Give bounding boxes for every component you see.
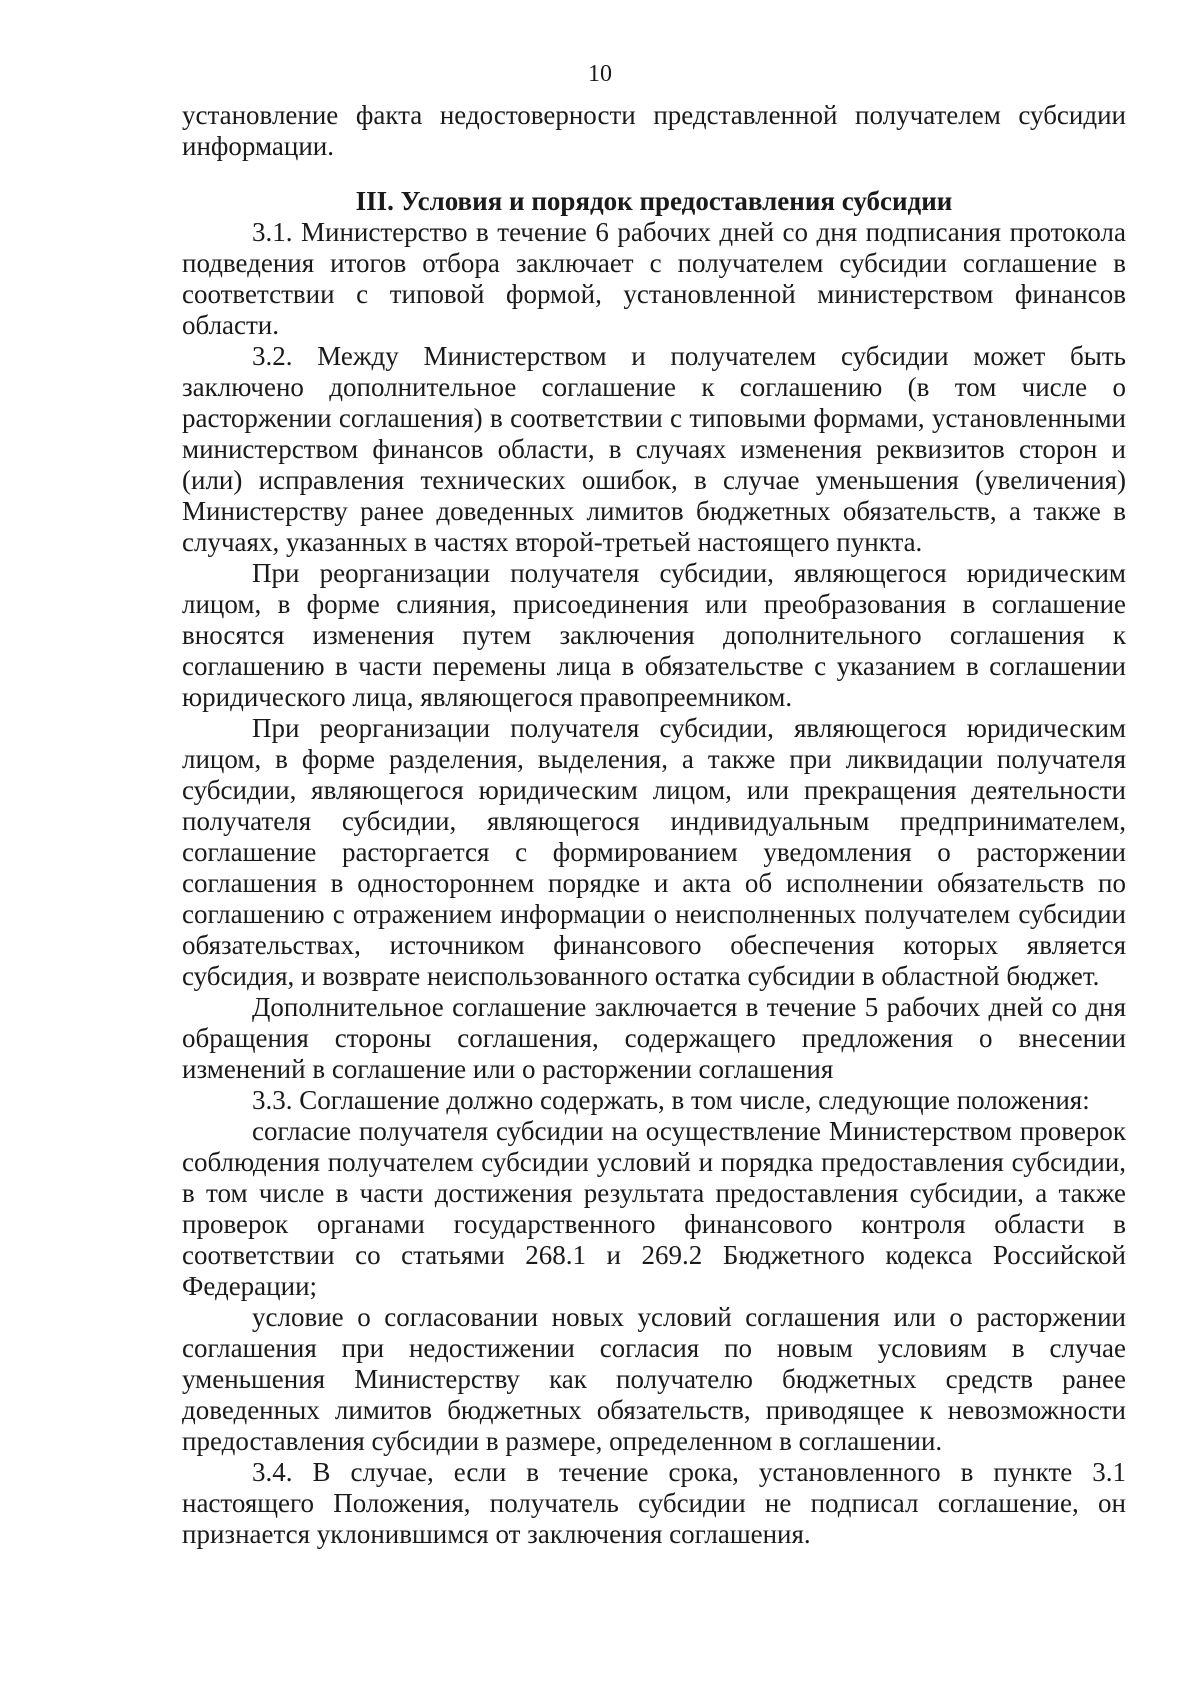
paragraph-3-2: 3.2. Между Министерством и получателем субсидии может быть заключено дополнительное соглашение к соглашению (в том числе о расторжении соглашения) в соответствии с типовыми формами, установленными министерством финансов области, в случаях изменения реквизитов сторон и (или) исправления технических ошибок, в случае уменьшения (увеличения) Министерству ранее доведенных лимитов бюджетных обязательств, а также в случаях, указанных в частях второй-третьей настоящего пункта. xyxy=(182,341,1126,557)
paragraph-new-conditions: условие о согласовании новых условий соглашения или о расторжении соглашения при недостижении согласия по новым условиям в случае уменьшения Министерству как получателю бюджетных средств ранее доведенных лимитов бюджетных обязательств, приводящее к невозможности предоставления субсидии в размере, определенном в соглашении. xyxy=(182,1302,1126,1456)
intro-paragraph: установление факта недостоверности представленной получателем субсидии информации. xyxy=(182,100,1126,161)
paragraph-3-3: 3.3. Соглашение должно содержать, в том числе, следующие положения: xyxy=(252,1085,1090,1115)
paragraph-reorganization-merger: При реорганизации получателя субсидии, являющегося юридическим лицом, в форме слияния, присоединения или преобразования в соглашение вносятся изменения путем заключения дополнительного соглашения к соглашению в части перемены лица в обязательстве с указанием в соглашении юридического лица, являющегося правопреемником. xyxy=(182,558,1126,712)
page-number: 10 xyxy=(588,61,612,87)
section-heading: III. Условия и порядок предоставления субсидии xyxy=(355,186,953,216)
paragraph-3-1: 3.1. Министерство в течение 6 рабочих дней со дня подписания протокола подведения итогов отбора заключает с получателем субсидии соглашение в соответствии с типовой формой, установленной министерством финансов области. xyxy=(182,217,1126,340)
paragraph-additional-agreement: Дополнительное соглашение заключается в течение 5 рабочих дней со дня обращения стороны соглашения, содержащего предложения о внесении изменений в соглашение или о расторжении соглашения xyxy=(182,992,1126,1084)
paragraph-3-4: 3.4. В случае, если в течение срока, установленного в пункте 3.1 настоящего Положения, получатель субсидии не подписал соглашение, он признается уклонившимся от заключения соглашения. xyxy=(182,1457,1126,1549)
paragraph-consent-checks: согласие получателя субсидии на осуществление Министерством проверок соблюдения получателем субсидии условий и порядка предоставления субсидии, в том числе в части достижения результата предоставления субсидии, а также проверок органами государственного финансового контроля области в соответствии со статьями 268.1 и 269.2 Бюджетного кодекса Российской Федерации; xyxy=(182,1116,1126,1301)
paragraph-reorganization-division: При реорганизации получателя субсидии, являющегося юридическим лицом, в форме разделения, выделения, а также при ликвидации получателя субсидии, являющегося юридическим лицом, или прекращения деятельности получателя субсидии, являющегося индивидуальным предпринимателем, соглашение расторгается с формированием уведомления о расторжении соглашения в одностороннем порядке и акта об исполнении обязательств по соглашению с отражением информации о неисполненных получателем субсидии обязательствах, источником финансового обеспечения которых является субсидия, и возврате неиспользованного остатка субсидии в областной бюджет. xyxy=(182,713,1126,991)
document-body xyxy=(182,100,1126,1550)
